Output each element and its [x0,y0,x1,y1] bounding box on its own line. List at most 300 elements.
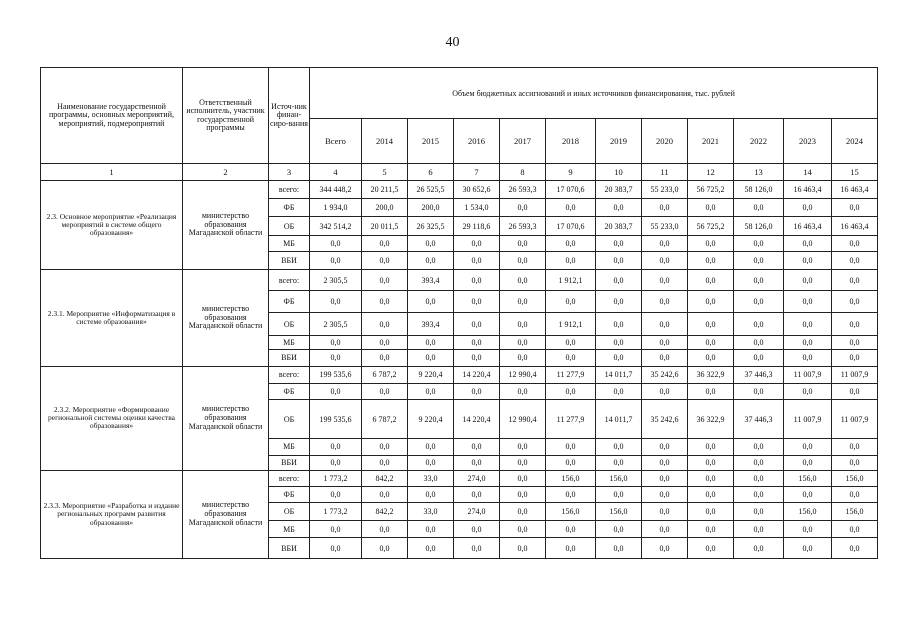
year-value-cell: 0,0 [784,270,832,290]
year-value-cell: 0,0 [546,350,596,366]
funding-source: ОБ [269,502,310,520]
year-value-cell: 0,0 [734,252,784,270]
header-source: Источ-ник финан-сиро-вания [269,68,310,164]
year-value-cell: 0,0 [784,313,832,336]
year-value-cell: 0,0 [408,350,454,366]
year-value-cell: 156,0 [596,470,642,486]
funding-source: ФБ [269,383,310,399]
year-value-cell: 0,0 [408,538,454,559]
year-value-cell: 0,0 [688,521,734,538]
year-value-cell: 0,0 [362,350,408,366]
column-number-row [41,164,878,180]
total-cell: 344 448,2 [310,180,362,198]
total-cell: 0,0 [310,252,362,270]
year-value-cell: 0,0 [688,383,734,399]
funding-source: МБ [269,335,310,349]
year-value-cell: 0,0 [454,235,500,251]
header-year: 2019 [596,119,642,164]
year-value-cell: 0,0 [596,235,642,251]
year-value-cell: 0,0 [596,521,642,538]
year-value-cell: 0,0 [832,521,878,538]
year-value-cell: 0,0 [546,335,596,349]
year-value-cell: 0,0 [832,313,878,336]
year-value-cell: 0,0 [642,455,688,470]
year-value-cell: 0,0 [596,350,642,366]
year-value-cell: 0,0 [734,455,784,470]
year-value-cell: 11 007,9 [784,400,832,439]
year-value-cell: 0,0 [734,270,784,290]
table-row [41,270,878,290]
year-value-cell: 0,0 [500,383,546,399]
year-value-cell: 0,0 [454,290,500,313]
year-value-cell: 14 011,7 [596,366,642,383]
year-value-cell: 0,0 [596,383,642,399]
header-volume: Объем бюджетных ассигнований и иных источников финансирования, тыс. рублей [310,68,878,119]
year-value-cell: 6 787,2 [362,366,408,383]
year-value-cell: 1 534,0 [454,198,500,216]
year-value-cell: 0,0 [500,439,546,455]
total-cell: 0,0 [310,290,362,313]
table-row [41,470,878,486]
year-value-cell: 0,0 [642,313,688,336]
year-value-cell: 0,0 [688,313,734,336]
year-value-cell: 0,0 [500,252,546,270]
year-value-cell: 11 007,9 [784,366,832,383]
year-value-cell: 0,0 [500,350,546,366]
year-value-cell: 0,0 [362,538,408,559]
responsible-executor: министерство образования Магаданской области [183,180,269,270]
year-value-cell: 16 463,4 [784,180,832,198]
header-year: 2016 [454,119,500,164]
year-value-cell: 0,0 [784,439,832,455]
header-year: 2017 [500,119,546,164]
total-cell: 1 934,0 [310,198,362,216]
year-value-cell: 14 220,4 [454,400,500,439]
year-value-cell: 0,0 [408,335,454,349]
year-value-cell: 0,0 [454,335,500,349]
year-value-cell: 58 126,0 [734,217,784,235]
year-value-cell: 0,0 [688,198,734,216]
year-value-cell: 0,0 [500,538,546,559]
year-value-cell: 37 446,3 [734,366,784,383]
year-value-cell: 0,0 [408,439,454,455]
column-number: 3 [269,164,310,180]
total-cell: 0,0 [310,335,362,349]
year-value-cell: 26 325,5 [408,217,454,235]
year-value-cell: 0,0 [362,270,408,290]
year-value-cell: 0,0 [454,270,500,290]
year-value-cell: 0,0 [546,538,596,559]
year-value-cell: 0,0 [454,439,500,455]
year-value-cell: 0,0 [734,235,784,251]
funding-source: ВБИ [269,538,310,559]
year-value-cell: 0,0 [546,290,596,313]
year-value-cell: 156,0 [784,470,832,486]
year-value-cell: 0,0 [642,470,688,486]
total-cell: 199 535,6 [310,366,362,383]
year-value-cell: 0,0 [688,252,734,270]
total-cell: 0,0 [310,455,362,470]
year-value-cell: 156,0 [784,502,832,520]
year-value-cell: 0,0 [832,270,878,290]
year-value-cell: 0,0 [734,470,784,486]
year-value-cell: 0,0 [454,252,500,270]
year-value-cell: 0,0 [500,290,546,313]
header-responsible: Ответственный исполнитель, участник государственной программы [183,68,269,164]
year-value-cell: 0,0 [362,487,408,502]
funding-source: ВБИ [269,252,310,270]
year-value-cell: 0,0 [454,350,500,366]
header-year: 2015 [408,119,454,164]
year-value-cell: 0,0 [642,198,688,216]
funding-source: ФБ [269,198,310,216]
column-number: 15 [832,164,878,180]
responsible-executor: министерство образования Магаданской области [183,270,269,366]
year-value-cell: 0,0 [832,290,878,313]
year-value-cell: 0,0 [546,383,596,399]
year-value-cell: 0,0 [408,290,454,313]
year-value-cell: 0,0 [734,487,784,502]
year-value-cell: 0,0 [784,235,832,251]
header-row [41,68,878,119]
year-value-cell: 30 652,6 [454,180,500,198]
year-value-cell: 0,0 [642,383,688,399]
activity-name: 2.3. Основное мероприятие «Реализация мероприятий в системе общего образования» [41,180,183,270]
year-value-cell: 0,0 [546,455,596,470]
year-value-cell: 0,0 [832,455,878,470]
header-year: 2020 [642,119,688,164]
year-value-cell: 0,0 [546,439,596,455]
year-value-cell: 0,0 [784,252,832,270]
year-value-cell: 0,0 [832,538,878,559]
year-value-cell: 0,0 [832,335,878,349]
funding-source: МБ [269,235,310,251]
year-value-cell: 0,0 [596,439,642,455]
year-value-cell: 0,0 [734,290,784,313]
year-value-cell: 0,0 [596,270,642,290]
year-value-cell: 35 242,6 [642,400,688,439]
year-value-cell: 0,0 [642,270,688,290]
year-value-cell: 0,0 [500,455,546,470]
header-year: 2023 [784,119,832,164]
header-year: 2018 [546,119,596,164]
year-value-cell: 0,0 [688,455,734,470]
year-value-cell: 0,0 [546,521,596,538]
year-value-cell: 55 233,0 [642,180,688,198]
year-value-cell: 0,0 [784,521,832,538]
year-value-cell: 274,0 [454,502,500,520]
year-value-cell: 0,0 [362,235,408,251]
year-value-cell: 156,0 [596,502,642,520]
year-value-cell: 0,0 [784,198,832,216]
year-value-cell: 16 463,4 [832,217,878,235]
year-value-cell: 156,0 [832,502,878,520]
year-value-cell: 0,0 [596,538,642,559]
year-value-cell: 0,0 [642,350,688,366]
total-cell: 2 305,5 [310,270,362,290]
year-value-cell: 0,0 [832,383,878,399]
funding-source: ОБ [269,400,310,439]
year-value-cell: 0,0 [596,313,642,336]
year-value-cell: 0,0 [408,383,454,399]
year-value-cell: 0,0 [688,487,734,502]
year-value-cell: 0,0 [642,335,688,349]
year-value-cell: 0,0 [642,290,688,313]
total-cell: 342 514,2 [310,217,362,235]
activity-name: 2.3.3. Мероприятие «Разработка и издание региональных программ развития образования» [41,470,183,558]
funding-source: МБ [269,439,310,455]
year-value-cell: 26 593,3 [500,180,546,198]
year-value-cell: 55 233,0 [642,217,688,235]
header-total: Всего [310,119,362,164]
year-value-cell: 37 446,3 [734,400,784,439]
year-value-cell: 20 011,5 [362,217,408,235]
year-value-cell: 0,0 [546,235,596,251]
header-year: 2021 [688,119,734,164]
header-year: 2014 [362,119,408,164]
year-value-cell: 0,0 [362,290,408,313]
year-value-cell: 0,0 [500,270,546,290]
year-value-cell: 56 725,2 [688,180,734,198]
year-value-cell: 0,0 [596,335,642,349]
year-value-cell: 0,0 [454,455,500,470]
year-value-cell: 0,0 [454,313,500,336]
year-value-cell: 0,0 [784,538,832,559]
year-value-cell: 0,0 [642,521,688,538]
column-number: 4 [310,164,362,180]
year-value-cell: 1 912,1 [546,270,596,290]
total-cell: 0,0 [310,487,362,502]
year-value-cell: 20 383,7 [596,217,642,235]
column-number: 2 [183,164,269,180]
year-value-cell: 0,0 [642,538,688,559]
year-value-cell: 33,0 [408,502,454,520]
column-number: 6 [408,164,454,180]
header-year: 2024 [832,119,878,164]
year-value-cell: 0,0 [642,487,688,502]
funding-source: ВБИ [269,350,310,366]
table-body [41,68,878,559]
year-value-cell: 29 118,6 [454,217,500,235]
year-value-cell: 0,0 [408,252,454,270]
year-value-cell: 0,0 [500,198,546,216]
year-value-cell: 0,0 [688,335,734,349]
year-value-cell: 0,0 [734,502,784,520]
funding-source: ОБ [269,313,310,336]
activity-name: 2.3.1. Мероприятие «Информатизация в системе образования» [41,270,183,366]
year-value-cell: 0,0 [688,502,734,520]
year-value-cell: 20 383,7 [596,180,642,198]
year-value-cell: 16 463,4 [832,180,878,198]
year-value-cell: 0,0 [734,538,784,559]
column-number: 10 [596,164,642,180]
year-value-cell: 156,0 [546,470,596,486]
year-value-cell: 0,0 [734,383,784,399]
year-value-cell: 0,0 [734,350,784,366]
year-value-cell: 0,0 [362,252,408,270]
year-value-cell: 0,0 [362,455,408,470]
year-value-cell: 11 277,9 [546,400,596,439]
year-value-cell: 0,0 [688,235,734,251]
column-number: 13 [734,164,784,180]
year-value-cell: 0,0 [454,383,500,399]
year-value-cell: 200,0 [408,198,454,216]
year-value-cell: 0,0 [688,350,734,366]
column-number: 9 [546,164,596,180]
year-value-cell: 0,0 [596,455,642,470]
year-value-cell: 0,0 [596,252,642,270]
year-value-cell: 17 070,6 [546,180,596,198]
year-value-cell: 274,0 [454,470,500,486]
total-cell: 0,0 [310,235,362,251]
year-value-cell: 0,0 [454,487,500,502]
year-value-cell: 20 211,5 [362,180,408,198]
total-cell: 0,0 [310,439,362,455]
year-value-cell: 0,0 [362,383,408,399]
column-number: 8 [500,164,546,180]
year-value-cell: 0,0 [408,521,454,538]
year-value-cell: 0,0 [642,235,688,251]
total-cell: 0,0 [310,350,362,366]
year-value-cell: 0,0 [362,439,408,455]
year-value-cell: 200,0 [362,198,408,216]
year-value-cell: 11 007,9 [832,400,878,439]
year-value-cell: 14 220,4 [454,366,500,383]
table-row [41,180,878,198]
year-value-cell: 0,0 [454,521,500,538]
year-value-cell: 0,0 [784,290,832,313]
header-year: 2022 [734,119,784,164]
funding-source: всего: [269,180,310,198]
year-value-cell: 0,0 [734,313,784,336]
year-value-cell: 393,4 [408,270,454,290]
activity-name: 2.3.2. Мероприятие «Формирование региональной системы оценки качества образования» [41,366,183,470]
total-cell: 0,0 [310,521,362,538]
year-value-cell: 16 463,4 [784,217,832,235]
year-value-cell: 842,2 [362,470,408,486]
table-row [41,366,878,383]
funding-source: ФБ [269,290,310,313]
year-value-cell: 6 787,2 [362,400,408,439]
year-value-cell: 9 220,4 [408,366,454,383]
year-value-cell: 56 725,2 [688,217,734,235]
year-value-cell: 11 007,9 [832,366,878,383]
year-value-cell: 0,0 [784,350,832,366]
year-value-cell: 36 322,9 [688,366,734,383]
funding-source: всего: [269,366,310,383]
total-cell: 0,0 [310,538,362,559]
year-value-cell: 0,0 [832,198,878,216]
year-value-cell: 0,0 [596,487,642,502]
year-value-cell: 0,0 [500,487,546,502]
year-value-cell: 33,0 [408,470,454,486]
year-value-cell: 0,0 [688,538,734,559]
year-value-cell: 36 322,9 [688,400,734,439]
year-value-cell: 156,0 [832,470,878,486]
column-number: 1 [41,164,183,180]
year-value-cell: 9 220,4 [408,400,454,439]
year-value-cell: 14 011,7 [596,400,642,439]
total-cell: 0,0 [310,383,362,399]
year-value-cell: 0,0 [688,270,734,290]
column-number: 5 [362,164,408,180]
year-value-cell: 0,0 [546,487,596,502]
year-value-cell: 0,0 [546,252,596,270]
funding-source: всего: [269,270,310,290]
year-value-cell: 0,0 [408,487,454,502]
year-value-cell: 0,0 [784,383,832,399]
year-value-cell: 0,0 [734,521,784,538]
year-value-cell: 0,0 [688,290,734,313]
year-value-cell: 0,0 [784,455,832,470]
year-value-cell: 0,0 [362,313,408,336]
year-value-cell: 0,0 [362,521,408,538]
year-value-cell: 1 912,1 [546,313,596,336]
year-value-cell: 0,0 [596,198,642,216]
funding-source: ВБИ [269,455,310,470]
funding-source: всего: [269,470,310,486]
funding-source: ОБ [269,217,310,235]
year-value-cell: 393,4 [408,313,454,336]
responsible-executor: министерство образования Магаданской области [183,470,269,558]
column-number: 11 [642,164,688,180]
year-value-cell: 0,0 [784,487,832,502]
column-number: 14 [784,164,832,180]
year-value-cell: 0,0 [408,455,454,470]
year-value-cell: 0,0 [546,198,596,216]
year-value-cell: 0,0 [500,521,546,538]
year-value-cell: 0,0 [500,502,546,520]
year-value-cell: 17 070,6 [546,217,596,235]
year-value-cell: 0,0 [500,313,546,336]
year-value-cell: 0,0 [832,235,878,251]
year-value-cell: 11 277,9 [546,366,596,383]
year-value-cell: 0,0 [784,335,832,349]
year-value-cell: 0,0 [642,252,688,270]
year-value-cell: 0,0 [642,502,688,520]
year-value-cell: 0,0 [408,235,454,251]
year-value-cell: 35 242,6 [642,366,688,383]
year-value-cell: 0,0 [734,439,784,455]
year-value-cell: 12 990,4 [500,400,546,439]
year-value-cell: 0,0 [734,198,784,216]
header-name: Наименование государственной программы, основных мероприятий, мероприятий, подмероприятий [41,68,183,164]
total-cell: 1 773,2 [310,470,362,486]
year-value-cell: 0,0 [500,235,546,251]
total-cell: 2 305,5 [310,313,362,336]
year-value-cell: 0,0 [734,335,784,349]
year-value-cell: 0,0 [832,350,878,366]
year-value-cell: 0,0 [362,335,408,349]
year-value-cell: 0,0 [688,439,734,455]
funding-source: ФБ [269,487,310,502]
year-value-cell: 0,0 [832,252,878,270]
year-value-cell: 58 126,0 [734,180,784,198]
year-value-cell: 0,0 [642,439,688,455]
year-value-cell: 0,0 [454,538,500,559]
total-cell: 1 773,2 [310,502,362,520]
year-value-cell: 26 525,5 [408,180,454,198]
column-number: 12 [688,164,734,180]
year-value-cell: 0,0 [500,470,546,486]
year-value-cell: 0,0 [688,470,734,486]
page-number: 40 [445,35,460,50]
year-value-cell: 156,0 [546,502,596,520]
responsible-executor: министерство образования Магаданской области [183,366,269,470]
year-value-cell: 0,0 [500,335,546,349]
funding-source: МБ [269,521,310,538]
year-value-cell: 0,0 [832,439,878,455]
